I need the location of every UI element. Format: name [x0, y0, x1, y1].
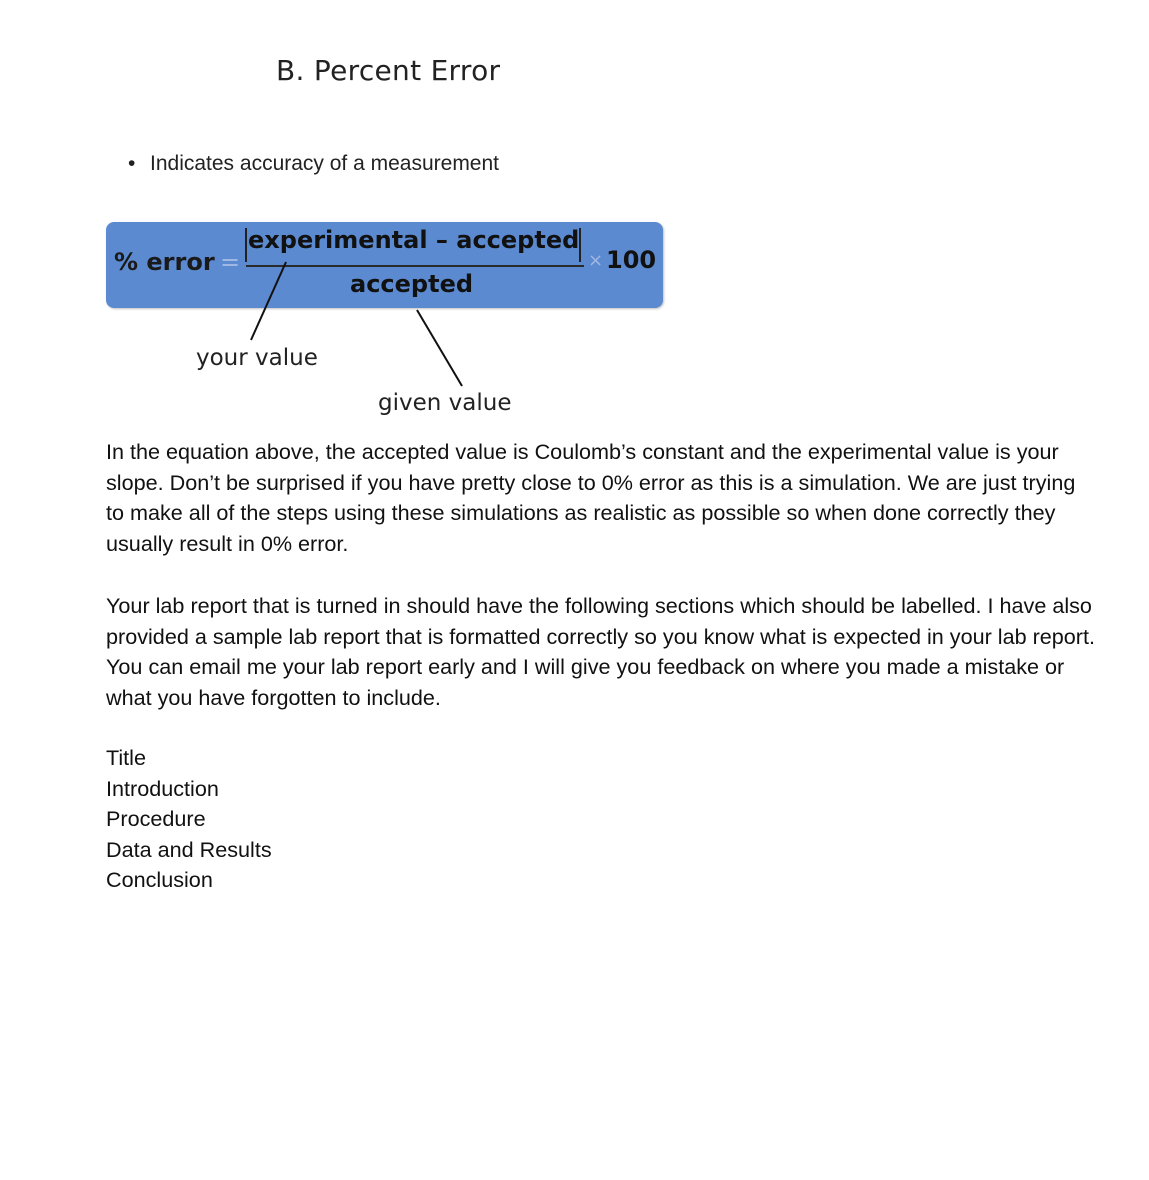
equation-times-sign: × [588, 250, 604, 271]
section-heading: B. Percent Error [276, 54, 501, 87]
given-value-annotation: given value [378, 390, 512, 416]
equation-numerator: experimental – accepted [248, 226, 580, 254]
section-item: Conclusion [106, 867, 213, 893]
your-value-annotation: your value [196, 345, 318, 371]
bullet-icon: • [128, 152, 136, 175]
equation-denominator: accepted [350, 270, 474, 298]
equation-equals-sign: = [220, 248, 241, 276]
section-item: Data and Results [106, 836, 272, 862]
equation-multiplier: 100 [606, 246, 657, 274]
section-item: Procedure [106, 806, 206, 832]
bullet-text: Indicates accuracy of a measurement [150, 152, 500, 175]
equation-label: % error [114, 248, 215, 276]
section-item: Title [106, 745, 146, 770]
lab-report-instructions-paragraph: Your lab report that is turned in should have the following sections which should be labelled. I have also provided a sample lab report that is formatted correctly so you know what is expected in your lab report. You can email me your lab report early and I will give you feedback on where you made a mistake or what you have forgotten to include. [106, 593, 1096, 710]
your-value-pointer-line [251, 262, 286, 340]
section-item: Introduction [106, 775, 219, 801]
equation-explanation-paragraph: In the equation above, the accepted value is Coulomb’s constant and the experimental value is your slope. Don’t be surprised if you have pretty close to 0% error as this is a simulation. We are just trying to make all of the steps using these simulations as realistic as possible so when done correctly they usually result in 0% error. [106, 439, 1076, 556]
given-value-pointer-line [417, 310, 462, 386]
lab-report-sections-list [106, 743, 272, 896]
